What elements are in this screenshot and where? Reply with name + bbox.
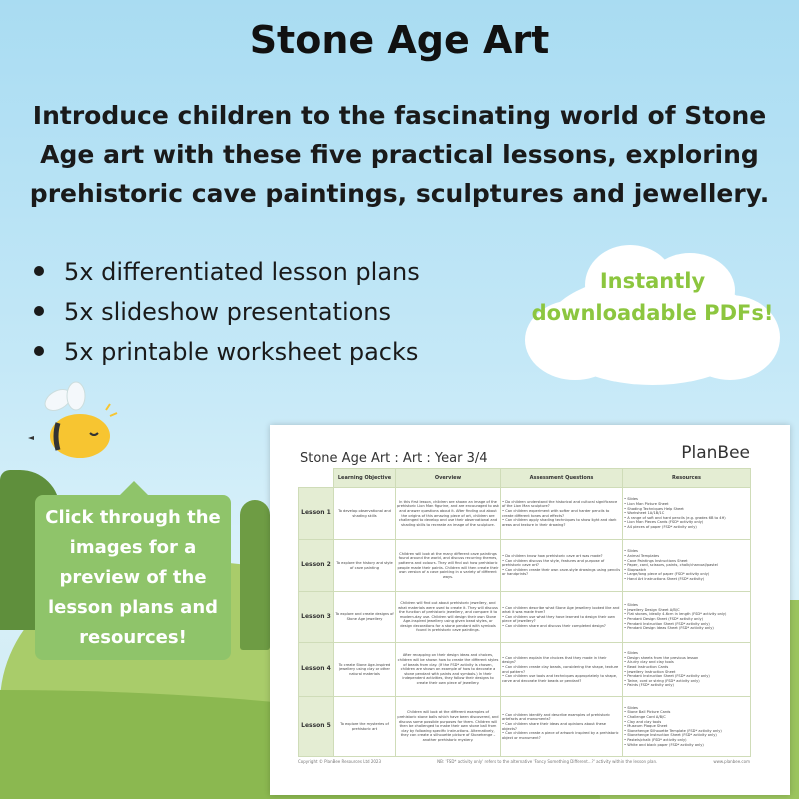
resource-item: • Museum Plaque Sheet <box>624 724 749 729</box>
feature-label: 5x printable worksheet packs <box>64 338 419 366</box>
table-row <box>299 592 751 643</box>
question-item: • Can children experiment with softer and harder pencils to create different tones and effects? <box>502 509 621 518</box>
feature-item <box>30 292 420 332</box>
question-item: • Can children identify and describe examples of prehistoric artefacts and monuments? <box>502 713 621 722</box>
lesson-table <box>298 468 751 757</box>
cloud-badge <box>525 245 780 390</box>
assessment-questions <box>501 488 623 540</box>
bullet-icon <box>34 346 44 356</box>
resource-item: • Lion Man Picture Sheet <box>624 502 749 507</box>
question-item: • Can children describe what Stone Age jewellery looked like and what it was made from? <box>502 606 621 615</box>
assessment-questions <box>501 643 623 697</box>
bullet-icon <box>34 266 44 276</box>
preview-callout: Click through the images for a preview of the lesson plans and resources! <box>35 495 231 660</box>
feature-label: 5x differentiated lesson plans <box>64 258 420 286</box>
resource-item: • Hand Art Instructions Sheet (FSD* activity) <box>624 577 749 582</box>
cloud-text: Instantly downloadable PDFs! <box>531 269 774 325</box>
feature-list <box>30 252 420 372</box>
resource-item: • Jewellery Design Sheet A/B/C <box>624 608 749 613</box>
resource-item: • Animal Templates <box>624 554 749 559</box>
question-item: • Do children know how prehistoric cave art was made? <box>502 554 621 559</box>
resource-item: • White and black paper (FSD* activity only) <box>624 743 749 748</box>
lesson-label: Lesson 1 <box>299 488 334 540</box>
doc-title: Stone Age Art : Art : Year 3/4 <box>300 451 488 466</box>
question-item: • Can children explain the choices that they made in their design? <box>502 656 621 665</box>
resource-item: • Slides <box>624 497 749 502</box>
resource-item: • Shading Techniques Help Sheet <box>624 507 749 512</box>
resource-item: • Large/long piece of paper (FSD* activity only) <box>624 572 749 577</box>
intro-text: Introduce children to the fascinating world of Stone Age art with these five practical lessons, exploring prehistoric cave paintings, sculptures and jewellery. <box>29 101 770 208</box>
resources-list <box>623 540 751 592</box>
doc-footer <box>298 759 750 764</box>
assessment-questions <box>501 592 623 643</box>
learning-objective: To create Stone Age-inspired jewellery using clay or other natural materials <box>334 643 396 697</box>
resources-list <box>623 488 751 540</box>
resource-item: • Slides <box>624 651 749 656</box>
resource-item: • A4 pieces of paper (FSD* activity only) <box>624 525 749 530</box>
overview: In this first lesson, children are shown an image of the prehistoric Lion Man figurine, and are encouraged to ask and answer questions about it. After finding out about the origins of this amazing piece of art, children are challenged to develop and use their observational and shading skills to recreate an image of the sculpture. <box>396 488 501 540</box>
lesson-label: Lesson 3 <box>299 592 334 643</box>
tree <box>240 500 270 650</box>
header-blank <box>299 469 334 488</box>
resource-item: • Pastels/chalk (FSD* activity only) <box>624 738 749 743</box>
resource-item: • Stonehenge Silhouette Template (FSD* activity only) <box>624 729 749 734</box>
learning-objective: To explore the mysteries of prehistoric art <box>334 697 396 757</box>
learning-objective: To develop observational and shading skills <box>334 488 396 540</box>
resource-item: • Pendant Instruction Sheet (FSD* activity only) <box>624 674 749 679</box>
feature-item <box>30 252 420 292</box>
resource-item: • A range of soft and hard pencils (e.g. grades 6B to 4H) <box>624 516 749 521</box>
resource-item: • Stopwatch <box>624 568 749 573</box>
resource-item: • Stone Ball Picture Cards <box>624 710 749 715</box>
question-item: • Can children use tools and techniques appropriately to shape, carve and decorate their beads or pendant? <box>502 674 621 683</box>
resource-item: • Twine, cord or string (FSD* activity only) <box>624 679 749 684</box>
bee-icon <box>28 378 118 468</box>
resource-item: • Slides <box>624 706 749 711</box>
question-item: • Can children create their own cave-style drawings using pencils or handprints? <box>502 568 621 577</box>
resources-list <box>623 643 751 697</box>
resource-item: • Bead Instruction Cards <box>624 665 749 670</box>
question-item: • Can children share and discuss their completed design? <box>502 624 621 629</box>
resource-item: • Lion Man Pieces Cards (FSD* activity only) <box>624 520 749 525</box>
feature-item <box>30 332 420 372</box>
resources-list <box>623 697 751 757</box>
learning-objective: To explore and create designs of Stone Age jewellery <box>334 592 396 643</box>
resource-item: • Jewellery Instruction Sheet <box>624 670 749 675</box>
resource-item: • Slides <box>624 603 749 608</box>
resource-item: • Cave Paintings Instructions Sheet <box>624 559 749 564</box>
planbee-logo: PlanBee <box>681 443 750 463</box>
resource-item: • Design sheets from the previous lesson <box>624 656 749 661</box>
resource-item: • Pendant Design Ideas Sheet (FSD* activity only) <box>624 626 749 631</box>
resource-item: • Slides <box>624 549 749 554</box>
resource-item: • Stonehenge Instruction Sheet (FSD* activity only) <box>624 733 749 738</box>
resource-item: • Paints (FSD* activity only) <box>624 683 749 688</box>
table-row <box>299 643 751 697</box>
header-questions: Assessment Questions <box>501 469 623 488</box>
header-objective: Learning Objective <box>334 469 396 488</box>
resource-item: • Clay and clay tools <box>624 720 749 725</box>
question-item: • Can children share their ideas and opinions about these objects? <box>502 722 621 731</box>
page-title: Stone Age Art <box>249 18 550 62</box>
header-overview: Overview <box>396 469 501 488</box>
bullet-icon <box>34 306 44 316</box>
fsd-note: NB: 'FSD* activity only' refers to the alternative 'Fancy Something Different...?' activity within the lesson plan. <box>437 759 658 764</box>
copyright: Copyright © PlanBee Resources Ltd 2023 <box>298 759 382 764</box>
header-resources: Resources <box>623 469 751 488</box>
assessment-questions <box>501 540 623 592</box>
question-item: • Can children apply shading techniques to show light and dark areas and texture in their drawing? <box>502 518 621 527</box>
table-row <box>299 540 751 592</box>
learning-objective: To explore the history and style of cave painting <box>334 540 396 592</box>
question-item: • Can children use what they have learned to design their own piece of jewellery? <box>502 615 621 624</box>
resource-item: • Paper, card, scissors, paints, chalk/charcoal/pastel <box>624 563 749 568</box>
question-item: • Can children create clay beads, considering the shape, texture and pattern? <box>502 665 621 674</box>
lesson-label: Lesson 4 <box>299 643 334 697</box>
table-row <box>299 697 751 757</box>
resource-item: • Flat stones, ideally 4-6cm in length (FSD* activity only) <box>624 612 749 617</box>
lesson-label: Lesson 2 <box>299 540 334 592</box>
resource-item: • Worksheet 1A/1B/1C <box>624 511 749 516</box>
lesson-label: Lesson 5 <box>299 697 334 757</box>
lesson-plan-preview[interactable] <box>270 425 790 795</box>
assessment-questions <box>501 697 623 757</box>
resource-item: • Pendant Design Sheet (FSD* activity only) <box>624 617 749 622</box>
table-row <box>299 488 751 540</box>
overview: Children will look at the different examples of prehistoric stone balls which have been discovered, and discuss some possible purposes for them. Children will then be challenged to make their own stone ball from clay by following specific instructions. Alternatively, they can create a silhouette picture of Stonehenge – another prehistoric mystery. <box>396 697 501 757</box>
overview: After recapping on their design ideas and choices, children will be shown how to create the different styles of beads from clay. (If the FSD* activity is chosen, children are shown an example of how to decorate a stone pendant with paints and symbols.) In their independent activities, they follow their designs to create their own piece of jewellery. <box>396 643 501 697</box>
overview: Children will look at the many different cave paintings found around the world, and discuss recurring themes, patterns and colours. They will find out how prehistoric people made their paints. Children will then create their own version of a cave painting in a variety of different ways. <box>396 540 501 592</box>
resource-item: • Pendant Instruction Sheet (FSD* activity only) <box>624 622 749 627</box>
overview: Children will find out about prehistoric jewellery, and what materials were used to create it. They will discuss the function of prehistoric jewellery, and compare it to modern-day use. Children will design their own Stone Age-inspired jewellery using given bead styles, or design decorations for a stone pendant with symbols found in prehistoric cave paintings. <box>396 592 501 643</box>
website: www.planbee.com <box>713 759 750 764</box>
question-item: • Can children create a piece of artwork inspired by a prehistoric object or monument? <box>502 731 621 740</box>
question-item: • Can children discuss the style, features and purpose of prehistoric cave art? <box>502 559 621 568</box>
resources-list <box>623 592 751 643</box>
question-item: • Do children understand the historical and cultural significance of the Lion Man sculpture? <box>502 500 621 509</box>
resource-item: • Challenge Card A/B/C <box>624 715 749 720</box>
resource-item: • Air-dry clay and clay tools <box>624 660 749 665</box>
feature-label: 5x slideshow presentations <box>64 298 392 326</box>
